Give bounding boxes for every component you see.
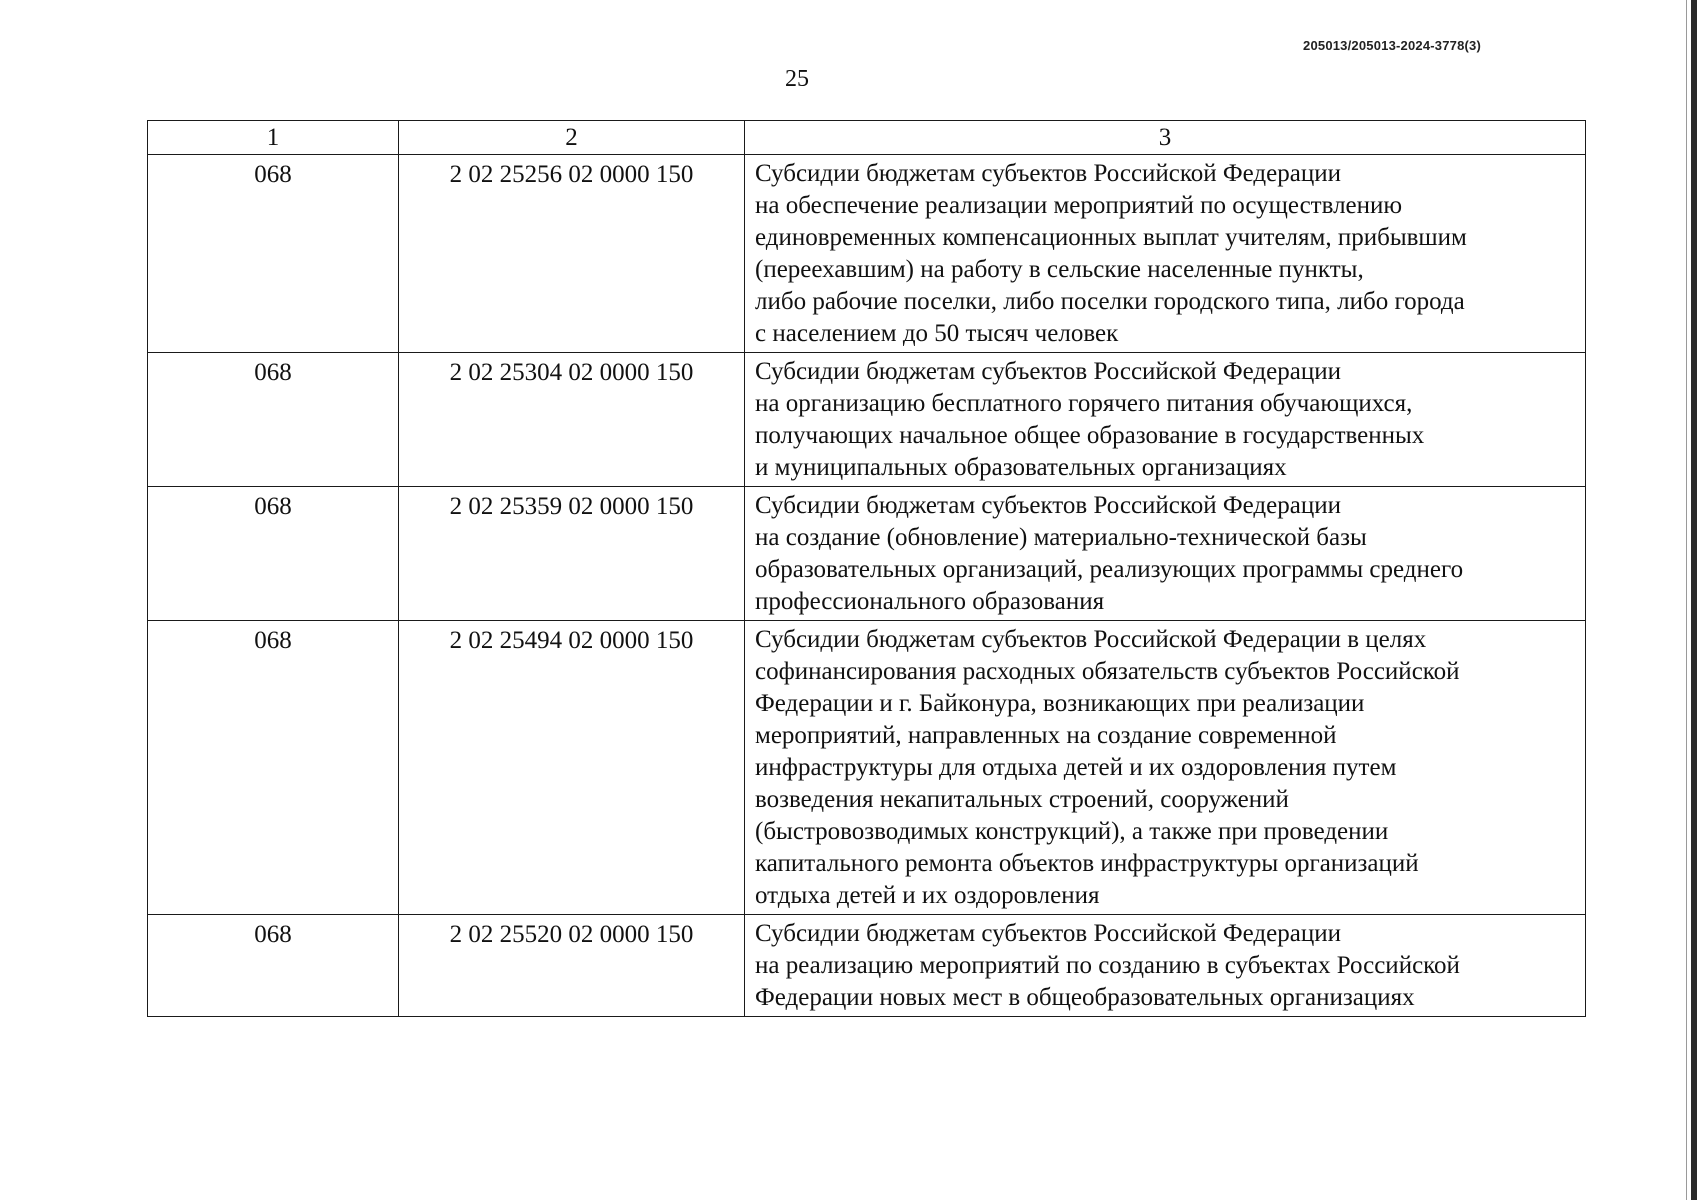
page-number: 25 <box>785 66 809 92</box>
table-row <box>148 487 1586 621</box>
scan-edge <box>1691 0 1697 1200</box>
admin-code-cell: 068 <box>148 155 399 353</box>
income-name-cell: Субсидии бюджетам субъектов Российской Федерации в целях софинансирования расходных обязательств субъектов Российской Федерации и г. Байконура, возникающих при реализации мероприятий, направленных на создание современной инфраструктуры для отдыха детей и их оздоровления путем возведения некапитальных строений, сооружений (быстровозводимых конструкций), а также при проведении капитального ремонта объектов инфраструктуры организаций отдыха детей и их оздоровления <box>745 621 1586 915</box>
income-code-cell: 2 02 25256 02 0000 150 <box>399 155 745 353</box>
column-header-1: 1 <box>148 121 399 155</box>
table-row <box>148 621 1586 915</box>
income-code-cell: 2 02 25520 02 0000 150 <box>399 915 745 1017</box>
scan-edge-line <box>1686 0 1687 1200</box>
table-header-row <box>148 121 1586 155</box>
admin-code-cell: 068 <box>148 915 399 1017</box>
income-name-cell: Субсидии бюджетам субъектов Российской Федерации на обеспечение реализации мероприятий по осуществлению единовременных компенсационных выплат учителям, прибывшим (переехавшим) на работу в сельские населенные пункты, либо рабочие поселки, либо поселки городского типа, либо города с населением до 50 тысяч человек <box>745 155 1586 353</box>
income-name-cell: Субсидии бюджетам субъектов Российской Федерации на создание (обновление) материально-технической базы образовательных организаций, реализующих программы среднего профессионального образования <box>745 487 1586 621</box>
table-row <box>148 915 1586 1017</box>
budget-income-table <box>147 120 1586 1017</box>
income-code-cell: 2 02 25304 02 0000 150 <box>399 353 745 487</box>
document-registration-number: 205013/205013-2024-3778(3) <box>1303 38 1481 53</box>
income-name-cell: Субсидии бюджетам субъектов Российской Федерации на организацию бесплатного горячего питания обучающихся, получающих начальное общее образование в государственных и муниципальных образовательных организациях <box>745 353 1586 487</box>
income-code-cell: 2 02 25494 02 0000 150 <box>399 621 745 915</box>
admin-code-cell: 068 <box>148 487 399 621</box>
income-name-cell: Субсидии бюджетам субъектов Российской Федерации на реализацию мероприятий по созданию в субъектах Российской Федерации новых мест в общеобразовательных организациях <box>745 915 1586 1017</box>
column-header-2: 2 <box>399 121 745 155</box>
income-code-cell: 2 02 25359 02 0000 150 <box>399 487 745 621</box>
table-row <box>148 353 1586 487</box>
admin-code-cell: 068 <box>148 621 399 915</box>
column-header-3: 3 <box>745 121 1586 155</box>
table-row <box>148 155 1586 353</box>
admin-code-cell: 068 <box>148 353 399 487</box>
